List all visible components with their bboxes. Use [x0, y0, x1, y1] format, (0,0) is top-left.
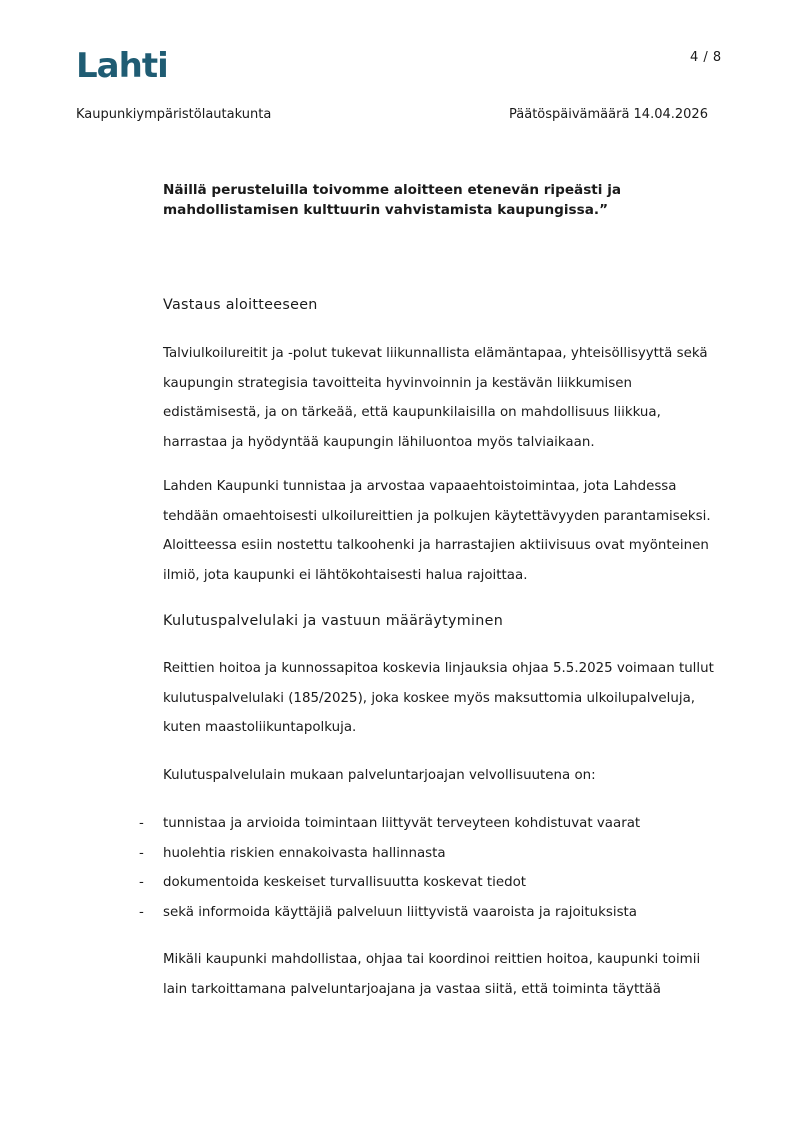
list-item: - dokumentoida keskeiset turvallisuutta koskevat tiedot	[139, 868, 723, 898]
paragraph: Lahden Kaupunki tunnistaa ja arvostaa vapaaehtoistoimintaa, jota Lahdessa tehdään omaehtoisesti ulkoilureittien ja polkujen käytettävyyden parantamiseksi. Aloitteessa esiin nostettu talkoohenki ja harrastajien aktiivisuus ovat myönteinen ilmiö, jota kaupunki ei lähtökohtaisesti halua rajoittaa.	[163, 479, 711, 583]
paragraph: Mikäli kaupunki mahdollistaa, ohjaa tai koordinoi reittien hoitoa, kaupunki toimii lain tarkoittamana palveluntarjoajana ja vastaa siitä, että toiminta täyttää	[163, 952, 701, 997]
bullet-dash: -	[139, 816, 144, 831]
bullet-dash: -	[139, 904, 144, 920]
paragraph: Talviulkoilureitit ja -polut tukevat liikunnallista elämäntapaa, yhteisöllisyyttä sekä kaupungin strategisia tavoitteita hyvinvoinnin ja kestävän liikkumisen edistämisestä, ja on tärkeää, että kaupunkilaisilla on mahdollisuus liikkua, harrastaa ja hyödyntää kaupungin lähiluontoa myös talviaikaan.	[163, 346, 708, 450]
paragraph: Reittien hoitoa ja kunnossapitoa koskevia linjauksia ohjaa 5.5.2025 voimaan tullut kulutuspalvelulaki (185/2025), joka koskee myös maksuttomia ulkoilupalveluja, kuten maastoliikuntapolkuja.	[163, 661, 714, 735]
section-heading-consumer-services-act: Kulutuspalvelulaki ja vastuun määräytyminen	[163, 613, 504, 629]
lahti-logo	[76, 46, 168, 82]
bullet-dash: -	[139, 845, 144, 861]
decision-date: Päätöspäivämäärä 14.04.2026	[509, 107, 708, 122]
paragraph: Kulutuspalvelulain mukaan palveluntarjoajan velvollisuutena on:	[163, 767, 596, 783]
svg-text:Lahti: Lahti	[76, 46, 168, 82]
obligations-list	[139, 809, 723, 927]
committee-name: Kaupunkiympäristölautakunta	[76, 107, 272, 122]
list-item: - tunnistaa ja arvioida toimintaan liittyvät terveyteen kohdistuvat vaarat	[139, 809, 723, 839]
list-item: - huolehtia riskien ennakoivasta hallinnasta	[139, 839, 723, 869]
section-heading-response: Vastaus aloitteeseen	[163, 297, 318, 313]
document-body	[139, 180, 723, 1004]
list-item: - sekä informoida käyttäjiä palveluun liittyvistä vaaroista ja rajoituksista	[139, 898, 723, 928]
initiative-quote-end: Näillä perusteluilla toivomme aloitteen etenevän ripeästi ja mahdollistamisen kulttuurin vahvistamista kaupungissa.”	[163, 182, 622, 218]
page-number: 4 / 8	[690, 50, 722, 65]
bullet-dash: -	[139, 875, 144, 890]
